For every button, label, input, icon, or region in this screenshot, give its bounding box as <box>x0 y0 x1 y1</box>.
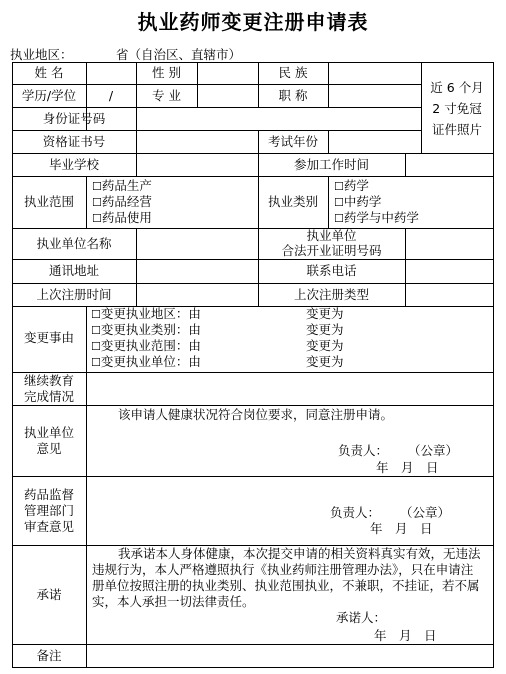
change-to-label: 变更为 <box>306 322 344 337</box>
unit-date-label: 年 月 日 <box>376 460 439 475</box>
checkbox-icon[interactable]: ☐ <box>334 180 344 193</box>
change-option-unit[interactable]: ☐变更执业单位：由 <box>91 354 201 369</box>
address-label: 通讯地址 <box>48 263 99 278</box>
region-label: 执业地区： <box>10 47 73 62</box>
pledge-line-4: 实，本人承担一切法律责任。 <box>92 594 255 609</box>
fda-opinion-label-2: 管理部门 <box>24 503 75 518</box>
change-option-scope[interactable]: ☐变更执业范围：由 <box>91 338 201 353</box>
fda-opinion-label-3: 审查意见 <box>24 519 75 534</box>
work-time-label: 参加工作时间 <box>293 157 369 172</box>
region-text: 省（自治区、直辖市） <box>116 47 242 62</box>
title-label: 职 称 <box>278 88 308 103</box>
last-reg-type-label: 上次注册类型 <box>293 287 369 302</box>
continuing-edu-label-2: 完成情况 <box>24 389 75 404</box>
photo-note-3: 证件照片 <box>431 122 482 137</box>
id-number-label: 身份证号码 <box>42 111 106 126</box>
category-option-tcm[interactable]: ☐中药学 <box>334 194 382 209</box>
checkbox-icon[interactable]: ☐ <box>92 180 102 193</box>
exam-year-label: 考试年份 <box>267 134 318 149</box>
fda-opinion-label-1: 药品监督 <box>24 487 75 502</box>
scope-option-production[interactable]: ☐药品生产 <box>92 178 152 193</box>
fda-date-label: 年 月 日 <box>370 521 433 536</box>
scope-option-use[interactable]: ☐药品使用 <box>92 210 152 225</box>
pledge-label: 承诺 <box>36 587 62 602</box>
photo-note-1: 近 6 个月 <box>430 80 484 95</box>
ethnicity-label: 民 族 <box>278 65 308 80</box>
category-option-pharmacy[interactable]: ☐药学 <box>334 178 369 193</box>
checkbox-icon[interactable]: ☐ <box>334 196 344 209</box>
pledge-date-label: 年 月 日 <box>374 628 437 643</box>
unit-opinion-label-2: 意见 <box>36 441 62 456</box>
scope-option-distribution[interactable]: ☐药品经营 <box>92 194 152 209</box>
checkbox-icon[interactable]: ☐ <box>91 356 101 369</box>
scope-label: 执业范围 <box>23 194 74 209</box>
unit-license-label-1: 执业单位 <box>306 228 357 243</box>
education-separator: / <box>108 88 114 103</box>
pledge-line-1: 我承诺本人身体健康，本次提交申请的相关资料真实有效，无违法 <box>118 546 481 561</box>
gender-label: 性 别 <box>152 65 181 80</box>
change-to-label: 变更为 <box>306 306 344 321</box>
checkbox-icon[interactable]: ☐ <box>91 308 101 321</box>
pledge-line-3: 册单位按照注册的执业类别、执业范围执业，不兼职，不挂证，若不属 <box>92 578 480 593</box>
school-label: 毕业学校 <box>48 157 99 172</box>
name-label: 姓 名 <box>34 65 64 80</box>
continuing-edu-label-1: 继续教育 <box>24 373 75 388</box>
change-reason-label: 变更事由 <box>23 330 74 345</box>
category-label: 执业类别 <box>267 194 318 209</box>
change-option-region[interactable]: ☐变更执业地区：由 <box>91 306 201 321</box>
unit-license-label-2: 合法开业证明号码 <box>281 243 382 258</box>
phone-label: 联系电话 <box>306 263 357 278</box>
unit-responsible-label: 负责人： <box>338 443 389 458</box>
fda-responsible-label: 负责人： <box>330 505 381 520</box>
photo-note-2: 2 寸免冠 <box>432 101 482 116</box>
change-to-label: 变更为 <box>306 354 344 369</box>
unit-seal-label: （公章） <box>408 443 459 458</box>
checkbox-icon[interactable]: ☐ <box>91 340 101 353</box>
fda-seal-label: （公章） <box>400 505 451 520</box>
unit-opinion-label-1: 执业单位 <box>23 425 74 440</box>
category-option-both[interactable]: ☐药学与中药学 <box>334 210 419 225</box>
change-to-label: 变更为 <box>306 338 344 353</box>
cert-number-label: 资格证书号 <box>42 134 106 149</box>
change-option-category[interactable]: ☐变更执业类别：由 <box>91 322 201 337</box>
major-label: 专 业 <box>152 88 181 103</box>
education-label: 学历/学位 <box>21 88 77 103</box>
pledge-line-2: 违规行为，本人严格遵照执行《执业药师注册管理办法》，只在申请注 <box>92 562 474 577</box>
checkbox-icon[interactable]: ☐ <box>334 212 344 225</box>
checkbox-icon[interactable]: ☐ <box>92 196 102 209</box>
unit-name-label: 执业单位名称 <box>36 236 112 251</box>
pledger-label: 承诺人： <box>336 610 387 625</box>
remarks-label: 备注 <box>36 648 62 663</box>
last-reg-time-label: 上次注册时间 <box>36 287 112 302</box>
form-title: 执业药师变更注册申请表 <box>137 10 369 34</box>
checkbox-icon[interactable]: ☐ <box>91 324 101 337</box>
unit-opinion-text: 该申请人健康状况符合岗位要求，同意注册申请。 <box>118 407 394 422</box>
checkbox-icon[interactable]: ☐ <box>92 212 102 225</box>
